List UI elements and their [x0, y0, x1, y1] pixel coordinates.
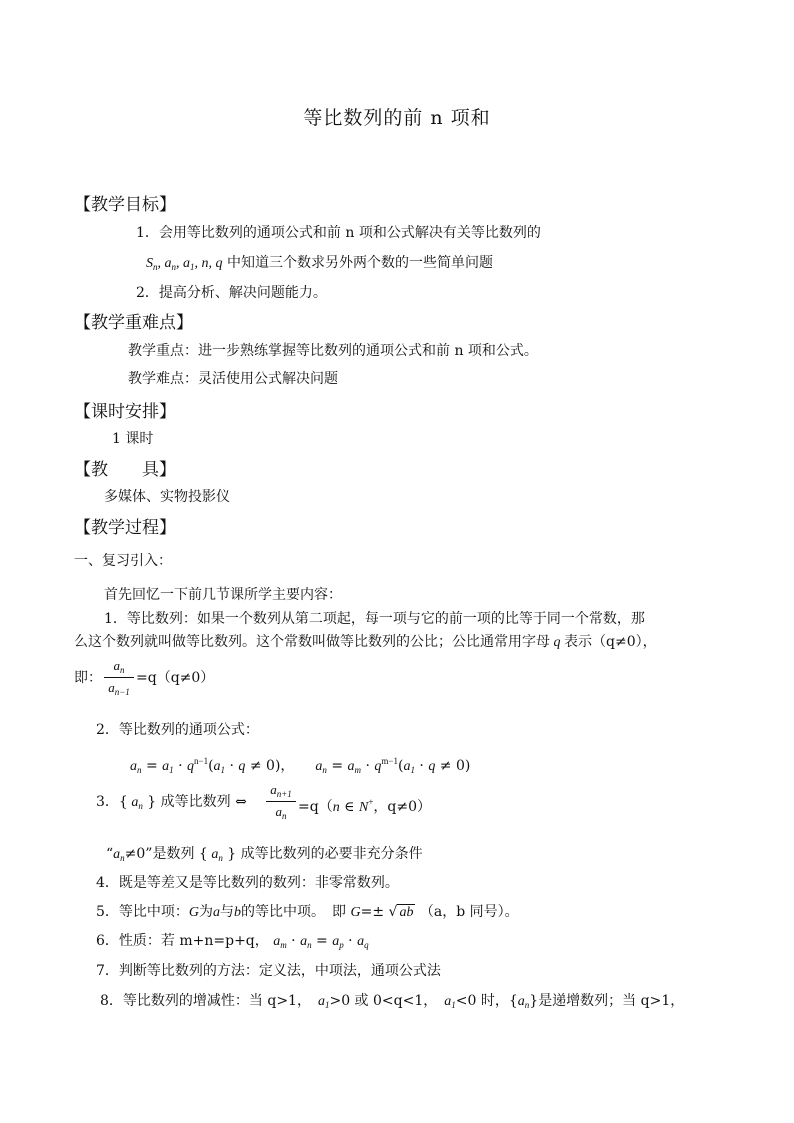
item-5-middle: 为 [199, 904, 214, 920]
key-focus: 教学重点：进一步熟练掌握等比数列的通项公式和前 n 项和公式。 [128, 343, 538, 359]
key-difficulty: 教学难点：灵活使用公式解决问题 [128, 371, 338, 387]
item-8-part-d: 是递增数列；当 q>1， [538, 993, 685, 1009]
item-8-part-c: <0 时， [455, 993, 509, 1009]
item-8-part-b: >0 或 0<q<1， [329, 993, 431, 1009]
necessary-middle: ≠0”是数列 { [124, 846, 208, 862]
condition-fraction: $a_{n+1}$ $a_n$ [266, 782, 296, 821]
item-3-condition: 3．{ $a_n$ } 成等比数列 ⇔ [96, 794, 247, 811]
item-5-end: （a，b 同号）。 [419, 904, 519, 920]
item-3-tail-text: =q（ [298, 799, 333, 815]
necessary-prefix: “ [106, 846, 114, 862]
ratio-condition: =q（q≠0） [136, 670, 215, 686]
item-3-cond: ，q≠0） [373, 799, 431, 815]
item-4: 4．既是等差又是等比数列的数列：非零常数列。 [96, 875, 399, 891]
page-title: 等比数列的前 n 项和 [303, 107, 491, 129]
section-heading-key: 【教学重难点】 [74, 313, 193, 333]
definition-line-2-tail: 表示（q≠0）， [564, 634, 657, 650]
ratio-fraction: $a_n$ $a_{n-1}$ [104, 658, 134, 697]
item-5-prefix: 5．等比中项： [96, 904, 189, 920]
item-7: 7．判断等比数列的方法：定义法，中项法，通项公式法 [96, 963, 441, 979]
definition-line-2-text: 么这个数列就叫做等比数列。这个常数叫做等比数列的公比；公比通常用字母 [74, 634, 550, 650]
item-6-property: 6．性质：若 m+n=p+q， $a_m \cdot a_n = a_p \cdot a_q$ [96, 933, 369, 950]
item-5-tail: 的等比中项。 即 [241, 904, 347, 920]
tools-value: 多媒体、实物投影仪 [104, 489, 230, 505]
item-3-prefix: 3．{ [96, 794, 128, 810]
goal-line-3: 2．提高分析、解决问题能力。 [136, 285, 327, 301]
item-8-monotonicity: 8．等比数列的增减性：当 q>1， $a_1>0$ 或 0<q<1， $a_1<0$ 时，$\{a_n\}$是递增数列；当 q>1， [100, 993, 685, 1010]
process-part-1: 一、复习引入： [74, 553, 172, 569]
definition-line-2: 么这个数列就叫做等比数列。这个常数叫做等比数列的公比；公比通常用字母 q 表示（q≠0）， [74, 634, 657, 650]
goal-line-2-text: 中知道三个数求另外两个数的一些简单问题 [226, 255, 493, 271]
section-heading-tools: 【教 具】 [74, 460, 176, 480]
definition-line-1: 1．等比数列：如果一个数列从第二项起，每一项与它的前一项的比等于同一个常数，那 [104, 611, 645, 627]
section-heading-goals: 【教学目标】 [74, 195, 176, 215]
section-heading-process: 【教学过程】 [74, 518, 176, 538]
item-2-general-term: 2．等比数列的通项公式： [96, 722, 259, 738]
section-heading-time: 【课时安排】 [74, 402, 176, 422]
item-5-geometric-mean: 5．等比中项：G为a与b的等比中项。 即 G=± √ ab （a，b 同号）。 [96, 904, 519, 920]
item-3-tail: =q（n ∈ N+，q≠0） [298, 797, 431, 815]
necessary-tail: } 成等比数列的必要非充分条件 [227, 846, 423, 862]
time-value: 1 课时 [112, 431, 154, 447]
necessary-condition: “$a_n\ne 0$”是数列 { $a_n$ } 成等比数列的必要非充分条件 [106, 846, 423, 863]
item-3-middle: } 成等比数列 [147, 794, 231, 810]
ratio-label: 即： [74, 670, 102, 686]
item-6-text: 6．性质：若 m+n=p+q， [96, 933, 269, 949]
goal-line-2: $S_n$, $a_n$, $a_1$, n, q 中知道三个数求另外两个数的一些简单问题 [146, 255, 493, 272]
var-s: S [146, 256, 153, 271]
formula-general-term: $a_n = a_1 \cdot q^{n-1}(a_1 \cdot q \ne 0)$， $a_n = a_m \cdot q^{m-1}(a_1 \cdot q \ne 0)$ [130, 756, 471, 775]
goal-line-1: 1．会用等比数列的通项公式和前 n 项和公式解决有关等比数列的 [136, 225, 541, 241]
process-intro: 首先回忆一下前几节课所学主要内容： [104, 587, 342, 603]
item-5-and: 与 [220, 904, 235, 920]
item-8-part-a: 8．等比数列的增减性：当 q>1， [100, 993, 304, 1009]
